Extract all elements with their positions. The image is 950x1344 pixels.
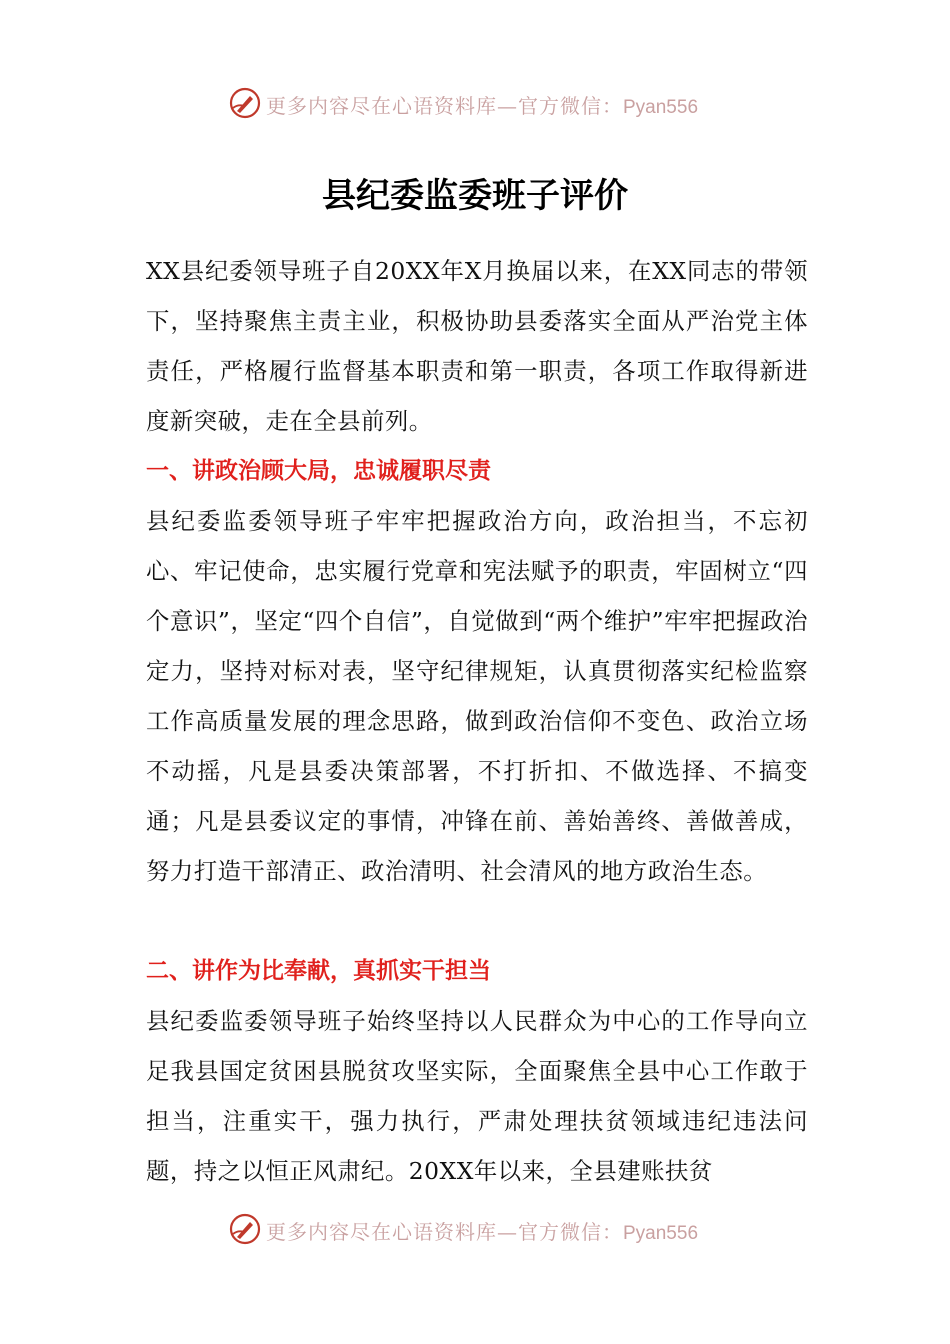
header-banner	[0, 84, 950, 124]
section-1-heading: 一、讲政治顾大局，忠诚履职尽责	[146, 458, 491, 484]
section-2-heading: 二、讲作为比奉献，真抓实干担当	[146, 958, 491, 984]
banner-text: 更多内容尽在心语资料库—官方微信：Pyan556	[266, 1220, 699, 1244]
pen-logo-icon	[228, 86, 262, 120]
intro-paragraph: XX县纪委领导班子自20XX年X月换届以来，在XX同志的带领下，坚持聚焦主责主业，积极协助县委落实全面从严治党主体责任，严格履行监督基本职责和第一职责，各项工作取得新进度新突破，走在全县前列。	[146, 257, 808, 435]
banner-text: 更多内容尽在心语资料库—官方微信：Pyan556	[266, 94, 699, 118]
section-1-paragraph: 县纪委监委领导班子牢牢把握政治方向，政治担当，不忘初心、牢记使命，忠实履行党章和宪法赋予的职责，牢固树立“四个意识”，坚定“四个自信”，自觉做到“两个维护”牢牢把握政治定力，坚持对标对表，坚守纪律规矩，认真贯彻落实纪检监察工作高质量发展的理念思路，做到政治信仰不变色、政治立场不动摇，凡是县委决策部署，不打折扣、不做选择、不搞变通；凡是县委议定的事情，冲锋在前、善始善终、善做善成，努力打造干部清正、政治清明、社会清风的地方政治生态。	[146, 507, 808, 885]
wechat-id: Pyan556	[623, 1223, 699, 1244]
section-2-paragraph: 县纪委监委领导班子始终坚持以人民群众为中心的工作导向立足我县国定贫困县脱贫攻坚实际，全面聚焦全县中心工作敢于担当，注重实干，强力执行，严肃处理扶贫领域违纪违法问题，持之以恒正风肃纪。20XX年以来，全县建账扶贫	[146, 1007, 808, 1185]
document-title: 县纪委监委班子评价	[322, 176, 628, 216]
pen-logo-icon	[228, 1212, 262, 1246]
footer-banner	[0, 1210, 950, 1250]
wechat-id: Pyan556	[623, 97, 699, 118]
